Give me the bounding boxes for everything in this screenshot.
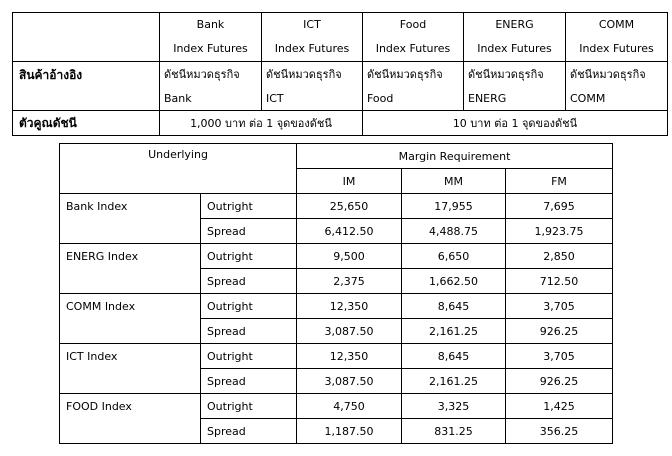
underlying-energ-name: ENERG [464,86,566,111]
index-name-comm: COMM Index [60,294,201,344]
mm-value: 3,325 [402,394,506,419]
type-label: Outright [201,394,297,419]
fm-value: 926.25 [506,319,613,344]
margin-requirement-header: Margin Requirement [297,144,613,169]
type-label: Spread [201,269,297,294]
col-header-food: Food [363,13,464,38]
type-label: Spread [201,219,297,244]
fm-value: 3,705 [506,294,613,319]
type-label: Outright [201,244,297,269]
multiplier-bank-ict: 1,000 บาท ต่อ 1 จุดของดัชนี [160,111,363,136]
underlying-bank: ดัชนีหมวดธุรกิจ [160,62,262,87]
type-label: Outright [201,194,297,219]
fm-header: FM [506,169,613,194]
multiplier-food-energ-comm: 10 บาท ต่อ 1 จุดของดัชนี [363,111,668,136]
index-name-ict: ICT Index [60,344,201,394]
fm-value: 926.25 [506,369,613,394]
underlying-comm: ดัชนีหมวดธุรกิจ [566,62,668,87]
fm-value: 1,923.75 [506,219,613,244]
mm-value: 8,645 [402,344,506,369]
margin-requirement-table [59,143,613,444]
contract-spec-table [12,12,668,136]
index-name-energ: ENERG Index [60,244,201,294]
im-value: 4,750 [297,394,402,419]
col-header-energ-sub: Index Futures [464,37,566,62]
fm-value: 356.25 [506,419,613,444]
im-value: 9,500 [297,244,402,269]
mm-value: 1,662.50 [402,269,506,294]
multiplier-label: ตัวคูณดัชนี [13,111,160,136]
fm-value: 1,425 [506,394,613,419]
im-header: IM [297,169,402,194]
underlying-ict: ดัชนีหมวดธุรกิจ [262,62,363,87]
im-value: 3,087.50 [297,369,402,394]
im-value: 12,350 [297,294,402,319]
underlying-food: ดัชนีหมวดธุรกิจ [363,62,464,87]
im-value: 1,187.50 [297,419,402,444]
mm-value: 17,955 [402,194,506,219]
underlying-comm-name: COMM [566,86,668,111]
im-value: 2,375 [297,269,402,294]
type-label: Outright [201,344,297,369]
corner-cell-2 [13,37,160,62]
underlying-label: สินค้าอ้างอิง [13,62,160,111]
fm-value: 712.50 [506,269,613,294]
underlying-food-name: Food [363,86,464,111]
fm-value: 2,850 [506,244,613,269]
col-header-comm-sub: Index Futures [566,37,668,62]
im-value: 12,350 [297,344,402,369]
im-value: 6,412.50 [297,219,402,244]
col-header-energ: ENERG [464,13,566,38]
underlying-header: Underlying [60,144,297,194]
index-name-food: FOOD Index [60,394,201,444]
mm-value: 2,161.25 [402,369,506,394]
type-label: Spread [201,419,297,444]
underlying-ict-name: ICT [262,86,363,111]
fm-value: 3,705 [506,344,613,369]
im-value: 25,650 [297,194,402,219]
type-label: Spread [201,369,297,394]
mm-value: 6,650 [402,244,506,269]
mm-header: MM [402,169,506,194]
mm-value: 8,645 [402,294,506,319]
type-label: Outright [201,294,297,319]
mm-value: 831.25 [402,419,506,444]
index-name-bank: Bank Index [60,194,201,244]
mm-value: 2,161.25 [402,319,506,344]
im-value: 3,087.50 [297,319,402,344]
col-header-ict: ICT [262,13,363,38]
underlying-energ: ดัชนีหมวดธุรกิจ [464,62,566,87]
col-header-food-sub: Index Futures [363,37,464,62]
col-header-comm: COMM [566,13,668,38]
type-label: Spread [201,319,297,344]
col-header-bank: Bank [160,13,262,38]
mm-value: 4,488.75 [402,219,506,244]
corner-cell [13,13,160,38]
fm-value: 7,695 [506,194,613,219]
underlying-bank-name: Bank [160,86,262,111]
col-header-ict-sub: Index Futures [262,37,363,62]
col-header-bank-sub: Index Futures [160,37,262,62]
